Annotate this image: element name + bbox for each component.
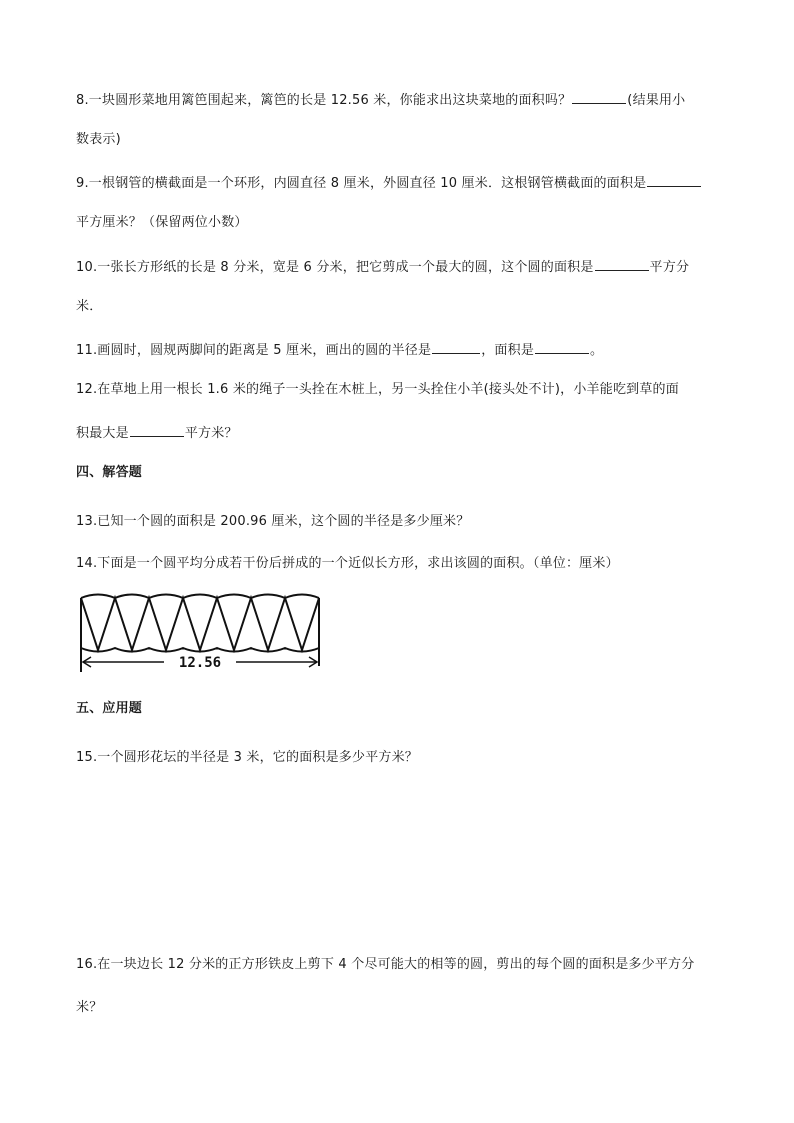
- q10-line1: [76, 257, 689, 277]
- q8-answer-blank[interactable]: [572, 90, 626, 104]
- q11-text: 11.画圆时，圆规两脚间的距离是 5 厘米，画出的圆的半径是: [76, 343, 432, 358]
- q9-line2: 平方厘米？（保留两位小数）: [76, 215, 248, 230]
- q11-radius-blank[interactable]: [432, 340, 480, 354]
- q14-approx-rectangle-figure: [76, 588, 326, 674]
- q16-line2: 米？: [76, 1000, 103, 1015]
- q9-answer-blank[interactable]: [647, 173, 701, 187]
- q14-text: 14.下面是一个圆平均分成若干份后拼成的一个近似长方形，求出该圆的面积。（单位：厘米）: [76, 556, 619, 571]
- q13-text: 13.已知一个圆的面积是 200.96 厘米，这个圆的半径是多少厘米？: [76, 514, 470, 529]
- q11-text-mid: ，面积是: [481, 343, 535, 358]
- q8-text-suffix: (结果用小: [627, 93, 686, 108]
- q11-area-blank[interactable]: [535, 340, 589, 354]
- section-4-title: 四、解答题: [76, 465, 143, 480]
- q10-text: 10.一张长方形纸的长是 8 分米，宽是 6 分米，把它剪成一个最大的圆，这个圆的面积是: [76, 260, 594, 275]
- q12-line2: [76, 423, 238, 443]
- q8-line1: [76, 90, 685, 110]
- q14-figure-label: 12.56: [178, 655, 222, 671]
- q10-answer-blank[interactable]: [595, 257, 649, 271]
- q15-text: 15.一个圆形花坛的半径是 3 米，它的面积是多少平方米？: [76, 750, 419, 765]
- q10-line2: 米．: [76, 299, 103, 314]
- q8-line2: 数表示): [76, 132, 121, 147]
- q9-line1: [76, 173, 702, 193]
- q9-text: 9.一根钢管的横截面是一个环形，内圆直径 8 厘米，外圆直径 10 厘米．这根钢管横截面的面积是: [76, 176, 647, 191]
- q12-answer-blank[interactable]: [130, 423, 184, 437]
- q10-text-suffix: 平方分: [649, 260, 690, 275]
- q11-text-end: 。: [590, 343, 604, 358]
- q12-line1: 12.在草地上用一根长 1.6 米的绳子一头拴在木桩上，另一头拴住小羊(接头处不计)，小羊能吃到草的面: [76, 382, 679, 397]
- q12-text: 积最大是: [76, 426, 129, 441]
- q16-line1: 16.在一块边长 12 分米的正方形铁皮上剪下 4 个尽可能大的相等的圆，剪出的每个圆的面积是多少平方分: [76, 957, 695, 972]
- q11-line: [76, 340, 603, 360]
- section-5-title: 五、应用题: [76, 701, 143, 716]
- q12-text-suffix: 平方米？: [184, 426, 238, 441]
- q8-text: 8.一块圆形菜地用篱笆围起来，篱笆的长是 12.56 米，你能求出这块菜地的面积吗？: [76, 93, 572, 108]
